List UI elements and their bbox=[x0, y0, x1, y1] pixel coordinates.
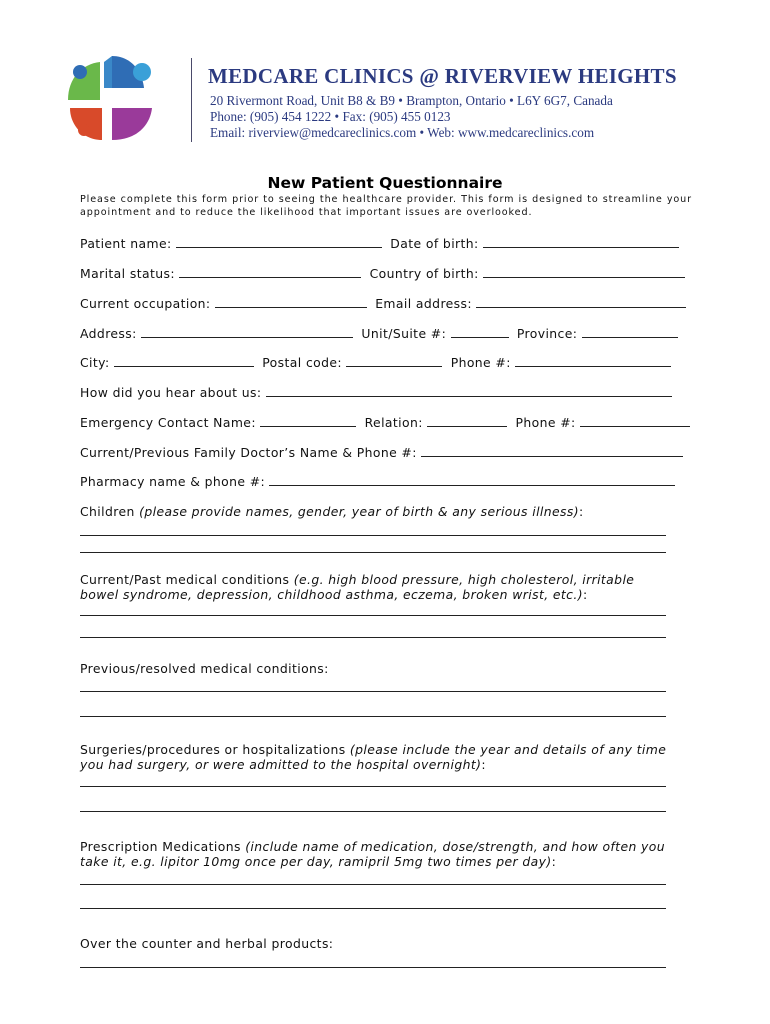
resolved-answer-line-2[interactable] bbox=[80, 716, 666, 717]
phone-label: Phone #: bbox=[450, 355, 511, 370]
medical-answer-line-2[interactable] bbox=[80, 637, 666, 638]
patient-name-label: Patient name: bbox=[80, 236, 172, 251]
medcare-logo-icon bbox=[60, 48, 170, 148]
medical-section-label: Current/Past medical conditions (e.g. high blood pressure, high cholesterol, irritable bowel syndrome, depression, childhood asthma, eczema, broken wrist, etc.): bbox=[80, 572, 635, 602]
emergency-contact-field[interactable] bbox=[260, 415, 356, 427]
resolved-section-label bbox=[80, 661, 329, 676]
current-occupation-label: Current occupation: bbox=[80, 296, 211, 311]
resolved-answer-line-1[interactable] bbox=[80, 691, 666, 692]
surgeries-answer-line-2[interactable] bbox=[80, 811, 666, 812]
surgeries-answer-line-1[interactable] bbox=[80, 786, 666, 787]
children-answer-line-2[interactable] bbox=[80, 552, 666, 553]
prescriptions-label: Prescription Medications bbox=[80, 839, 241, 854]
pharmacy-field[interactable] bbox=[269, 474, 675, 486]
marital-status-label: Marital status: bbox=[80, 266, 175, 281]
otc-section-label bbox=[80, 936, 333, 951]
city-field[interactable] bbox=[114, 355, 254, 367]
surgeries-hint: (please include the year and details of any time you had surgery, or were admitted to the hospital overnight) bbox=[80, 742, 667, 772]
header-divider bbox=[191, 58, 192, 142]
prescriptions-answer-line-2[interactable] bbox=[80, 908, 666, 909]
pharmacy-label: Pharmacy name & phone #: bbox=[80, 474, 266, 489]
address-label: Address: bbox=[80, 326, 137, 341]
province-field[interactable] bbox=[582, 326, 678, 338]
phone-field[interactable] bbox=[515, 355, 671, 367]
clinic-address: 20 Rivermont Road, Unit B8 & B9 • Brampton, Ontario • L6Y 6G7, Canada bbox=[210, 93, 613, 108]
medical-hint: (e.g. high blood pressure, high cholesterol, irritable bowel syndrome, depression, childhood asthma, eczema, broken wrist, etc.) bbox=[80, 572, 635, 602]
relation-label: Relation: bbox=[364, 415, 423, 430]
row-pharmacy bbox=[80, 474, 679, 489]
form-intro: Please complete this form prior to seeing the healthcare provider. This form is designed to streamline your appointment and to reduce the likelihood that important issues are overlooked. bbox=[80, 194, 692, 218]
emergency-phone-label: Phone #: bbox=[515, 415, 576, 430]
children-label: Children bbox=[80, 504, 135, 519]
relation-field[interactable] bbox=[427, 415, 507, 427]
country-of-birth-label: Country of birth: bbox=[369, 266, 479, 281]
family-doctor-field[interactable] bbox=[421, 445, 683, 457]
row-how-heard bbox=[80, 385, 676, 400]
marital-status-field[interactable] bbox=[179, 266, 361, 278]
date-of-birth-label: Date of birth: bbox=[390, 236, 479, 251]
date-of-birth-field[interactable] bbox=[483, 236, 679, 248]
family-doctor-label: Current/Previous Family Doctor’s Name & Phone #: bbox=[80, 445, 417, 460]
clinic-name: MEDCARE CLINICS @ RIVERVIEW HEIGHTS bbox=[208, 64, 677, 88]
children-section-label: Children (please provide names, gender, year of birth & any serious illness): bbox=[80, 504, 584, 519]
form-title: New Patient Questionnaire bbox=[267, 174, 503, 192]
otc-label: Over the counter and herbal products: bbox=[80, 936, 334, 951]
current-occupation-field[interactable] bbox=[215, 296, 367, 308]
row-occupation bbox=[80, 296, 690, 311]
clinic-phone-fax: Phone: (905) 454 1222 • Fax: (905) 455 0123 bbox=[210, 109, 451, 124]
clinic-email-web: Email: riverview@medcareclinics.com • Web: www.medcareclinics.com bbox=[210, 125, 595, 140]
unit-suite-field[interactable] bbox=[451, 326, 509, 338]
row-patient-name bbox=[80, 236, 683, 251]
medical-label: Current/Past medical conditions bbox=[80, 572, 290, 587]
row-marital-status bbox=[80, 266, 689, 281]
unit-suite-label: Unit/Suite #: bbox=[361, 326, 447, 341]
email-address-label: Email address: bbox=[375, 296, 472, 311]
how-heard-label: How did you hear about us: bbox=[80, 385, 262, 400]
city-label: City: bbox=[80, 355, 110, 370]
prescriptions-hint: (include name of medication, dose/strength, and how often you take it, e.g. lipitor 10mg once per day, ramipril 5mg two times per day) bbox=[80, 839, 666, 869]
children-answer-line-1[interactable] bbox=[80, 535, 666, 536]
prescriptions-answer-line-1[interactable] bbox=[80, 884, 666, 885]
how-heard-field[interactable] bbox=[266, 385, 672, 397]
email-address-field[interactable] bbox=[476, 296, 686, 308]
resolved-label: Previous/resolved medical conditions: bbox=[80, 661, 329, 676]
patient-name-field[interactable] bbox=[176, 236, 382, 248]
province-label: Province: bbox=[516, 326, 578, 341]
prescriptions-section-label: Prescription Medications (include name of medication, dose/strength, and how often you take it, e.g. lipitor 10mg once per day, ramipril 5mg two times per day): bbox=[80, 839, 666, 869]
country-of-birth-field[interactable] bbox=[483, 266, 685, 278]
row-city bbox=[80, 355, 675, 370]
row-emergency-contact bbox=[80, 415, 694, 430]
row-family-doctor bbox=[80, 445, 687, 460]
postal-code-label: Postal code: bbox=[262, 355, 343, 370]
address-field[interactable] bbox=[141, 326, 353, 338]
emergency-contact-label: Emergency Contact Name: bbox=[80, 415, 256, 430]
postal-code-field[interactable] bbox=[346, 355, 442, 367]
medical-answer-line-1[interactable] bbox=[80, 615, 666, 616]
row-address bbox=[80, 326, 682, 341]
surgeries-section-label: Surgeries/procedures or hospitalizations (please include the year and details of any time you had surgery, or were admitted to the hospital overnight): bbox=[80, 742, 667, 772]
children-hint: (please provide names, gender, year of birth & any serious illness) bbox=[139, 504, 579, 519]
emergency-phone-field[interactable] bbox=[580, 415, 690, 427]
otc-answer-line-1[interactable] bbox=[80, 967, 666, 968]
surgeries-label: Surgeries/procedures or hospitalizations bbox=[80, 742, 346, 757]
